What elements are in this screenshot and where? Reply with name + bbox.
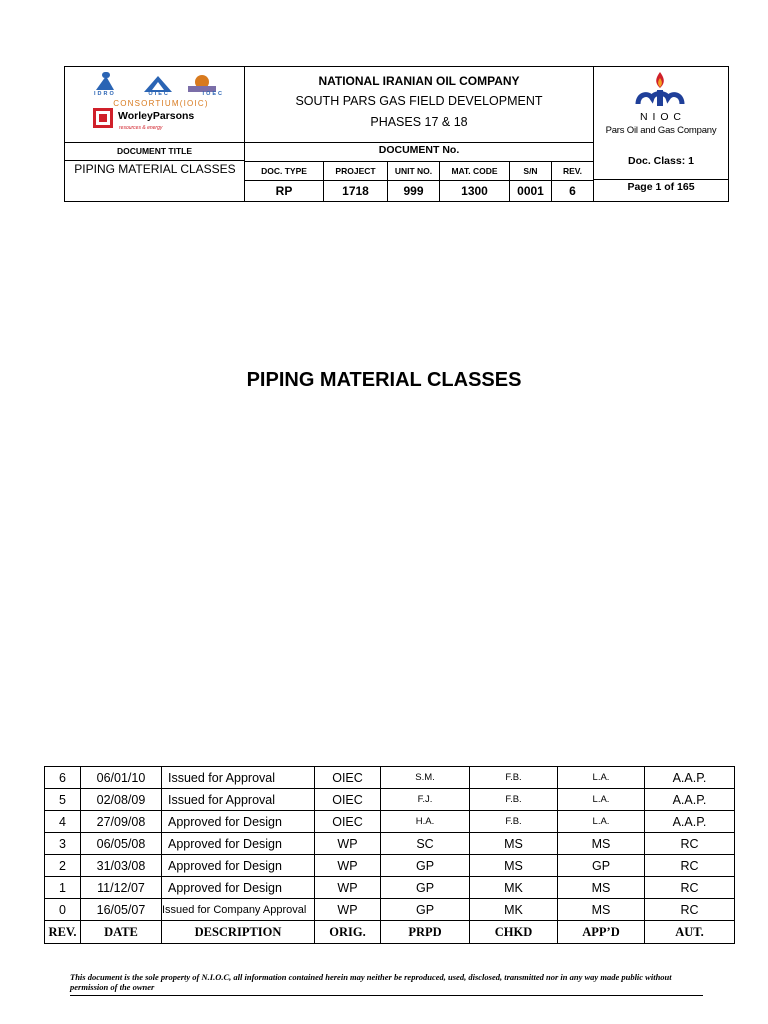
revision-cell: 3 bbox=[45, 833, 81, 855]
revision-cell: MS bbox=[558, 899, 645, 921]
revision-cell: MK bbox=[470, 899, 558, 921]
revision-cell: S.M. bbox=[381, 767, 470, 789]
val-unit-no: 999 bbox=[403, 184, 424, 198]
revision-cell: RC bbox=[645, 899, 735, 921]
header-title-block bbox=[245, 66, 593, 142]
val-mat-code: 1300 bbox=[461, 184, 488, 198]
revision-cell: 27/09/08 bbox=[81, 811, 162, 833]
partner-labels bbox=[94, 91, 224, 97]
revision-header-cell: APP’D bbox=[558, 921, 645, 944]
revision-cell: GP bbox=[558, 855, 645, 877]
revision-row bbox=[45, 789, 735, 811]
revision-cell: Issued for Approval bbox=[162, 767, 315, 789]
page-title: PIPING MATERIAL CLASSES bbox=[246, 369, 522, 391]
val-sn: 0001 bbox=[517, 184, 544, 198]
col-unit-no: UNIT NO. bbox=[394, 166, 433, 176]
revision-cell: F.B. bbox=[470, 811, 558, 833]
revision-cell: Approved for Design bbox=[162, 877, 315, 899]
revision-cell: A.A.P. bbox=[645, 811, 735, 833]
revision-cell: 16/05/07 bbox=[81, 899, 162, 921]
val-rev: 6 bbox=[569, 184, 576, 198]
partner-label: OIEC bbox=[148, 91, 170, 97]
footer-rule bbox=[70, 995, 703, 996]
revision-cell: GP bbox=[381, 877, 470, 899]
revision-cell: 06/01/10 bbox=[81, 767, 162, 789]
project-name: SOUTH PARS GAS FIELD DEVELOPMENT bbox=[295, 94, 543, 108]
revision-cell: 5 bbox=[45, 789, 81, 811]
nioc-flame-icon bbox=[632, 70, 688, 110]
revision-cell: GP bbox=[381, 899, 470, 921]
revision-cell: OIEC bbox=[315, 789, 381, 811]
revision-cell: WP bbox=[315, 899, 381, 921]
revision-cell: 4 bbox=[45, 811, 81, 833]
revision-cell: L.A. bbox=[558, 767, 645, 789]
pogc-name: Pars Oil and Gas Company bbox=[605, 125, 717, 136]
partner-label: IDRO bbox=[94, 91, 116, 97]
confidentiality-note: This document is the sole property of N.I.O.C, all information contained herein may neither be reproduced, used, disclosed, transmitted nor in any way made public without permission of the owner bbox=[70, 972, 672, 992]
revision-row bbox=[45, 899, 735, 921]
revision-cell: F.B. bbox=[470, 767, 558, 789]
revision-cell: Issued for Approval bbox=[162, 789, 315, 811]
page-count: Page 1 of 165 bbox=[627, 181, 695, 193]
worleyparsons-name: WorleyParsons bbox=[118, 110, 195, 122]
revision-header-row bbox=[45, 921, 735, 944]
revision-cell: H.A. bbox=[381, 811, 470, 833]
revision-cell: 1 bbox=[45, 877, 81, 899]
revision-cell: Approved for Design bbox=[162, 811, 315, 833]
revision-cell: 6 bbox=[45, 767, 81, 789]
revision-table bbox=[44, 766, 735, 944]
revision-cell: Approved for Design bbox=[162, 855, 315, 877]
revision-cell: MS bbox=[558, 833, 645, 855]
revision-cell: OIEC bbox=[315, 767, 381, 789]
revision-header-cell: ORIG. bbox=[315, 921, 381, 944]
revision-row bbox=[45, 833, 735, 855]
revision-cell: L.A. bbox=[558, 811, 645, 833]
val-project: 1718 bbox=[342, 184, 369, 198]
divider bbox=[594, 179, 729, 180]
revision-header-cell: AUT. bbox=[645, 921, 735, 944]
revision-cell: WP bbox=[315, 855, 381, 877]
revision-header-cell: DESCRIPTION bbox=[162, 921, 315, 944]
col-project: PROJECT bbox=[335, 166, 376, 176]
revision-cell: MS bbox=[470, 833, 558, 855]
document-title-label: DOCUMENT TITLE bbox=[116, 146, 193, 156]
revision-cell: MK bbox=[470, 877, 558, 899]
revision-cell: L.A. bbox=[558, 789, 645, 811]
revision-cell: 02/08/09 bbox=[81, 789, 162, 811]
revision-cell: 06/05/08 bbox=[81, 833, 162, 855]
revision-cell: MS bbox=[470, 855, 558, 877]
revision-row bbox=[45, 855, 735, 877]
revision-cell: OIEC bbox=[315, 811, 381, 833]
revision-cell: A.A.P. bbox=[645, 789, 735, 811]
revision-cell: Approved for Design bbox=[162, 833, 315, 855]
partner-label: IOEC bbox=[202, 91, 224, 97]
revision-cell: GP bbox=[381, 855, 470, 877]
document-title: PIPING MATERIAL CLASSES bbox=[74, 162, 236, 176]
doc-class: Doc. Class: 1 bbox=[628, 155, 694, 167]
nioc-logo bbox=[594, 68, 728, 142]
nioc-acronym: N I O C bbox=[639, 111, 682, 123]
divider bbox=[245, 180, 593, 181]
divider bbox=[245, 161, 593, 162]
company-name: NATIONAL IRANIAN OIL COMPANY bbox=[318, 74, 520, 88]
worleyparsons-tagline: resources & energy bbox=[119, 125, 163, 131]
divider bbox=[64, 142, 594, 143]
col-rev: REV. bbox=[562, 166, 583, 176]
revision-header-cell: PRPD bbox=[381, 921, 470, 944]
document-no-label: DOCUMENT No. bbox=[378, 144, 460, 156]
revision-cell: SC bbox=[381, 833, 470, 855]
revision-row bbox=[45, 767, 735, 789]
revision-header-cell: REV. bbox=[45, 921, 81, 944]
revision-cell: WP bbox=[315, 833, 381, 855]
revision-cell: RC bbox=[645, 855, 735, 877]
col-sn: S/N bbox=[523, 166, 538, 176]
revision-cell: RC bbox=[645, 833, 735, 855]
revision-cell: MS bbox=[558, 877, 645, 899]
col-doc-type: DOC. TYPE bbox=[261, 166, 307, 176]
revision-cell: RC bbox=[645, 877, 735, 899]
col-mat-code: MAT. CODE bbox=[451, 166, 498, 176]
consortium-label: CONSORTIUM(IOIC) bbox=[113, 99, 209, 108]
worleyparsons-icon bbox=[93, 108, 113, 128]
revision-row bbox=[45, 877, 735, 899]
revision-cell: F.J. bbox=[381, 789, 470, 811]
val-doc-type: RP bbox=[275, 184, 293, 198]
revision-header-cell: DATE bbox=[81, 921, 162, 944]
revision-cell: Issued for Company Approval bbox=[162, 899, 315, 921]
revision-cell: 11/12/07 bbox=[81, 877, 162, 899]
revision-cell: 0 bbox=[45, 899, 81, 921]
revision-cell: F.B. bbox=[470, 789, 558, 811]
revision-cell: A.A.P. bbox=[645, 767, 735, 789]
revision-row bbox=[45, 811, 735, 833]
consortium-logo bbox=[66, 68, 244, 142]
revision-cell: WP bbox=[315, 877, 381, 899]
revision-header-cell: CHKD bbox=[470, 921, 558, 944]
phases: PHASES 17 & 18 bbox=[370, 115, 468, 129]
revision-cell: 2 bbox=[45, 855, 81, 877]
divider bbox=[64, 160, 245, 161]
revision-cell: 31/03/08 bbox=[81, 855, 162, 877]
